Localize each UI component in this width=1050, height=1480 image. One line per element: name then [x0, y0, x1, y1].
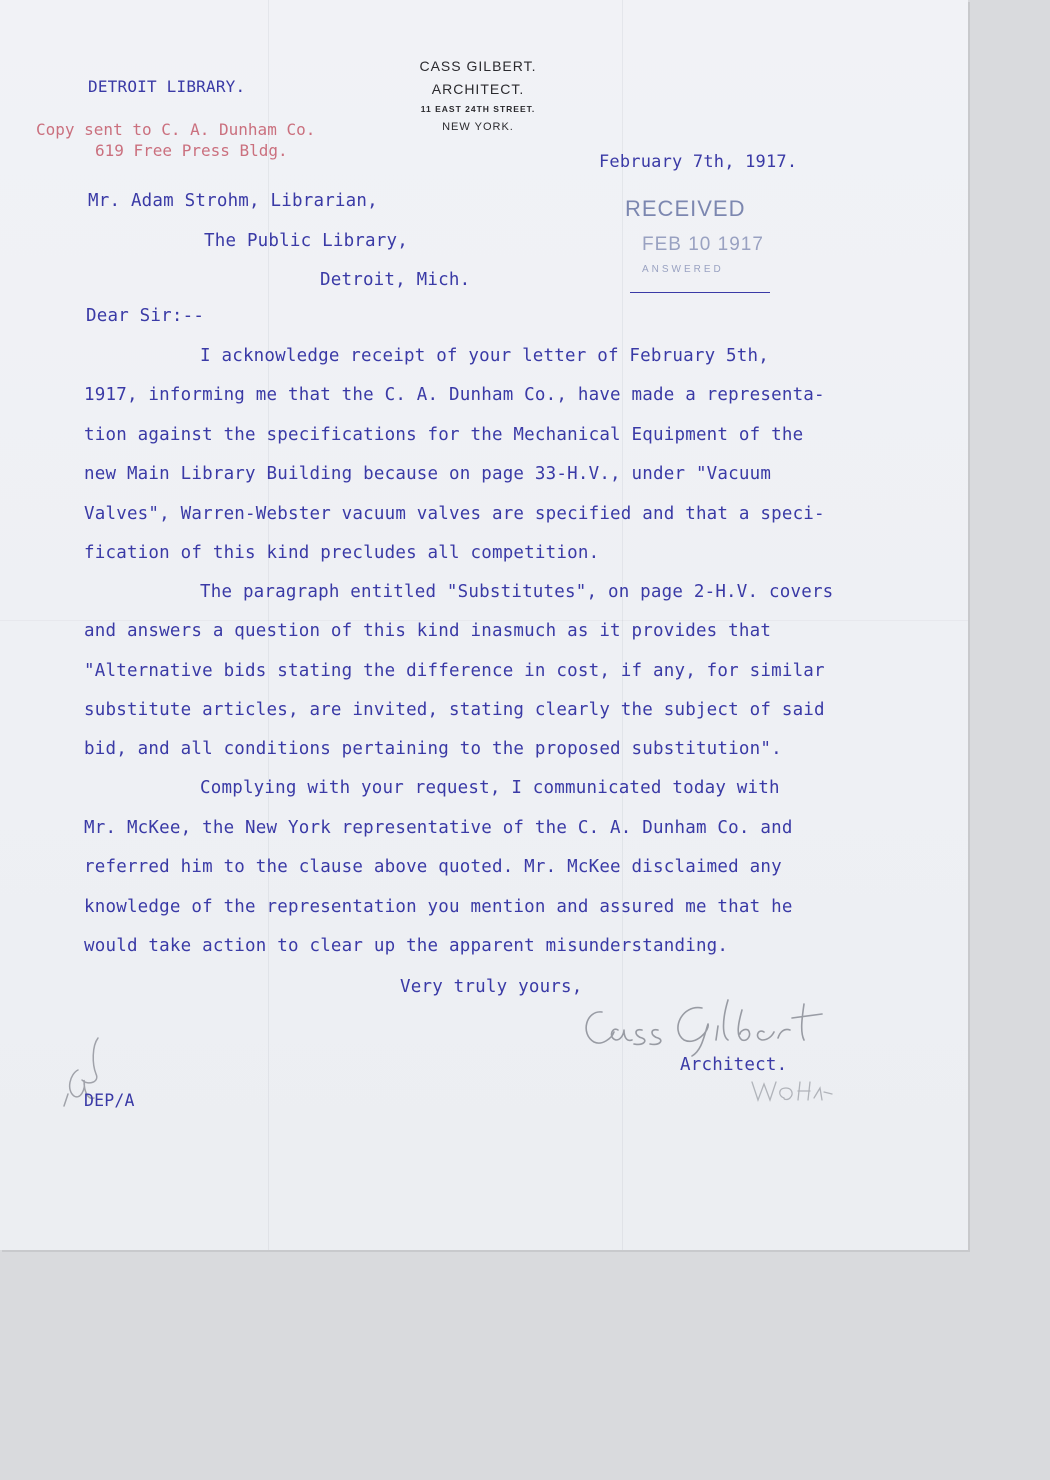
- recipient-line3: Detroit, Mich.: [320, 270, 471, 290]
- body-line: knowledge of the representation you mention and assured me that he: [84, 897, 793, 917]
- body-line: tion against the specifications for the Mechanical Equipment of the: [84, 425, 804, 445]
- recipient-line2: The Public Library,: [204, 231, 408, 251]
- body-line: and answers a question of this kind inasmuch as it provides that: [84, 621, 772, 641]
- recipient-line1: Mr. Adam Strohm, Librarian,: [88, 191, 378, 211]
- body-line: new Main Library Building because on page 33-H.V., under "Vacuum: [84, 464, 772, 484]
- body-line: 1917, informing me that the C. A. Dunham Co., have made a representa-: [84, 385, 825, 405]
- stamp-date: FEB 10 1917: [642, 234, 764, 255]
- received-stamp: [622, 196, 772, 296]
- body-line: bid, and all conditions pertaining to the proposed substitution".: [84, 739, 782, 759]
- file-label: DETROIT LIBRARY.: [88, 77, 246, 96]
- letterhead-street: 11 EAST 24TH STREET.: [420, 104, 536, 114]
- letterhead-title: ARCHITECT.: [431, 81, 525, 97]
- stamp-received: RECEIVED: [625, 196, 746, 221]
- body-line: fication of this kind precludes all competition.: [84, 543, 600, 563]
- body-line: Valves", Warren-Webster vacuum valves are specified and that a speci-: [84, 504, 825, 524]
- closing: Very truly yours,: [400, 977, 583, 997]
- body-line: Mr. McKee, the New York representative of the C. A. Dunham Co. and: [84, 818, 793, 838]
- copy-note-line1: Copy sent to C. A. Dunham Co.: [36, 120, 316, 139]
- copy-note-line2: 619 Free Press Bldg.: [95, 141, 288, 160]
- signature-image: [572, 990, 842, 1060]
- stamp-underline: [630, 292, 770, 293]
- salutation: Dear Sir:--: [86, 306, 205, 326]
- stamp-answered: ANSWERED: [642, 264, 724, 275]
- body-line: The paragraph entitled "Substitutes", on page 2-H.V. covers: [200, 582, 834, 602]
- letterhead-city: NEW YORK.: [442, 121, 514, 133]
- body-line: Complying with your request, I communicated today with: [200, 778, 780, 798]
- letter-date: February 7th, 1917.: [599, 152, 798, 172]
- body-line: substitute articles, are invited, stating clearly the subject of said: [84, 700, 825, 720]
- initials-image: [748, 1074, 838, 1106]
- body-line: I acknowledge receipt of your letter of February 5th,: [200, 346, 770, 366]
- signature-title: Architect.: [680, 1055, 788, 1075]
- body-line: "Alternative bids stating the difference in cost, if any, for similar: [84, 661, 825, 681]
- body-line: referred him to the clause above quoted. Mr. McKee disclaimed any: [84, 857, 782, 877]
- body-line: would take action to clear up the apparent misunderstanding.: [84, 936, 729, 956]
- reference-code: DEP/A: [84, 1091, 135, 1110]
- letterhead-name: CASS GILBERT.: [419, 58, 537, 74]
